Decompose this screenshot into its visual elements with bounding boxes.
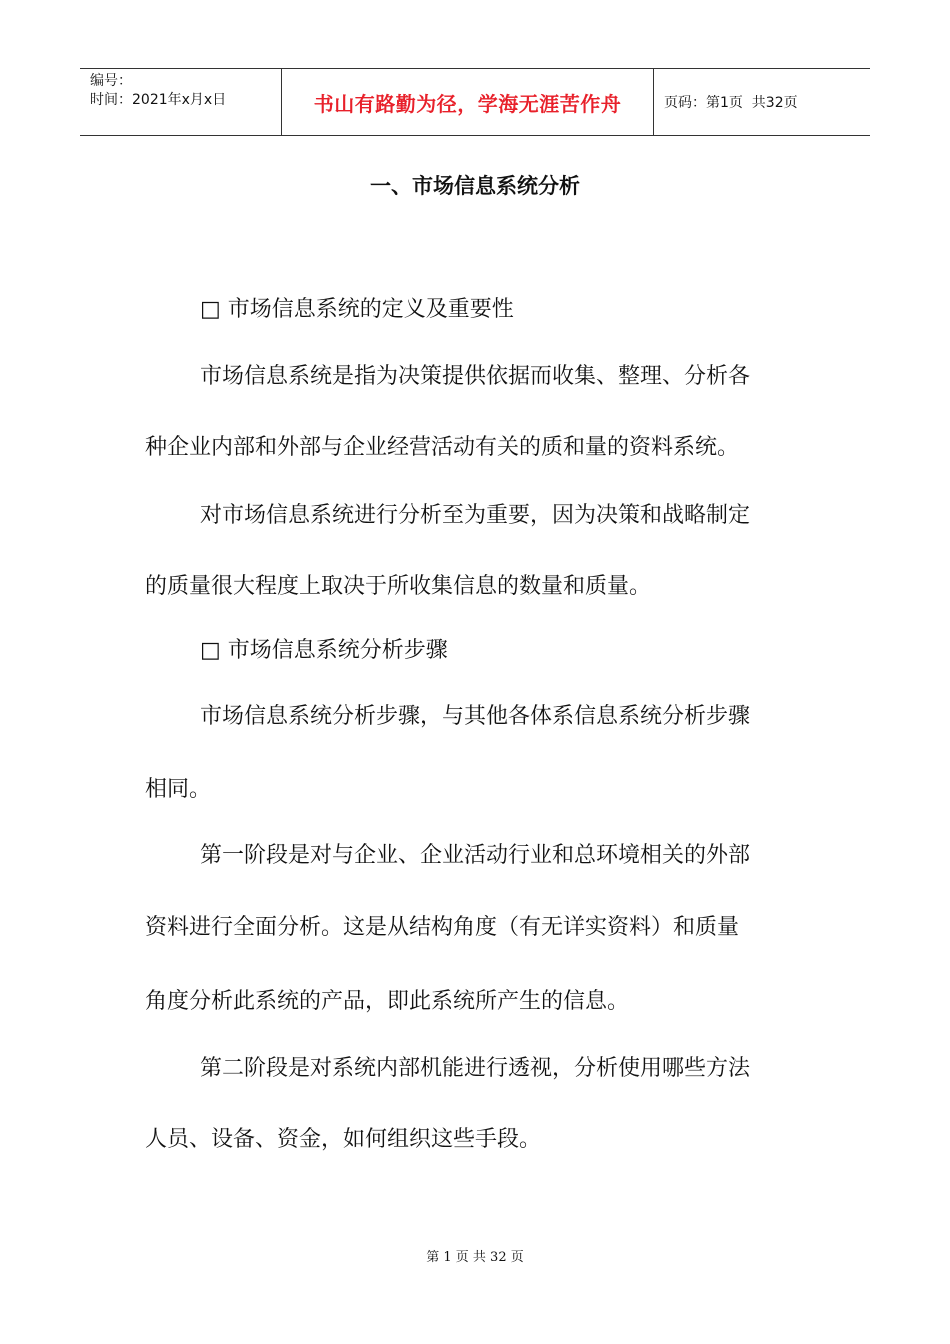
paragraph-line: 相同。 xyxy=(145,777,212,802)
paragraph-line: 市场信息系统分析步骤，与其他各体系信息系统分析步骤 xyxy=(200,704,751,729)
document-number-label: 编号： xyxy=(90,73,132,89)
subheading-definition: □ 市场信息系统的定义及重要性 xyxy=(200,297,514,322)
paragraph-line: 的质量很大程度上取决于所收集信息的数量和质量。 xyxy=(145,574,652,599)
paragraph-line: 资料进行全面分析。这是从结构角度（有无详实资料）和质量 xyxy=(145,915,740,940)
paragraph-line: 市场信息系统是指为决策提供依据而收集、整理、分析各 xyxy=(200,364,751,389)
document-date-label: 时间：2021年x月x日 xyxy=(90,92,227,108)
paragraph-line: 第一阶段是对与企业、企业活动行业和总环境相关的外部 xyxy=(200,843,751,868)
paragraph-line: 对市场信息系统进行分析至为重要，因为决策和战略制定 xyxy=(200,503,751,528)
section-title: 一、市场信息系统分析 xyxy=(370,174,580,198)
paragraph-line: 第二阶段是对系统内部机能进行透视，分析使用哪些方法 xyxy=(200,1056,751,1081)
paragraph-line: 人员、设备、资金，如何组织这些手段。 xyxy=(145,1127,542,1152)
header-meta-cell xyxy=(80,69,282,135)
header-page-info: 页码：第1页 共32页 xyxy=(664,95,798,111)
document-header xyxy=(80,68,870,136)
subheading-analysis-steps: □ 市场信息系统分析步骤 xyxy=(200,638,448,663)
header-motto: 书山有路勤为径，学海无涯苦作舟 xyxy=(282,69,654,135)
paragraph-line: 种企业内部和外部与企业经营活动有关的质和量的资料系统。 xyxy=(145,435,740,460)
page-footer: 第 1 页 共 32 页 xyxy=(426,1250,524,1265)
paragraph-line: 角度分析此系统的产品，即此系统所产生的信息。 xyxy=(145,989,630,1014)
